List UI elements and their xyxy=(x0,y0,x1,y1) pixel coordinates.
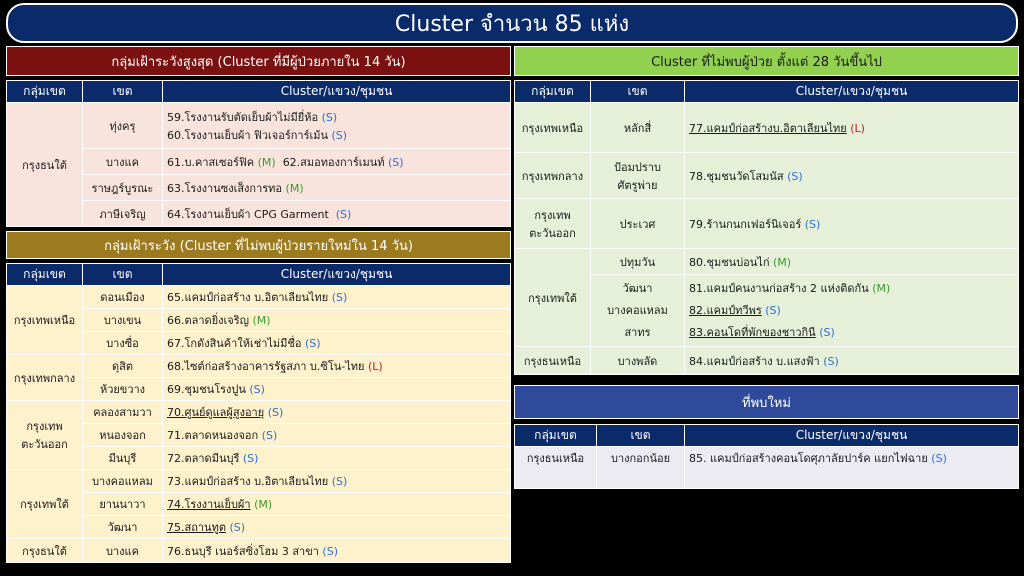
district-cell: หลักสี่ xyxy=(591,103,685,153)
cluster-cell: 65.แคมป์ก่อสร้าง บ.อิตาเลียนไทย (S) xyxy=(163,286,511,309)
district-cell: ป้อมปราบ ศัตรูพ่าย xyxy=(591,153,685,199)
district-cell: หนองจอก xyxy=(83,424,163,447)
cluster-cell: 74.โรงงานเย็บผ้า (M) xyxy=(163,493,511,516)
col-district-header: เขต xyxy=(83,81,163,103)
district-cell: ห้วยขวาง xyxy=(83,378,163,401)
zone-cell: กรุงธนใต้ xyxy=(7,539,83,563)
zone-cell: กรุงธนใต้ xyxy=(7,103,83,227)
district-cell: ดอนเมือง xyxy=(83,286,163,309)
col-district-header: เขต xyxy=(591,81,685,103)
district-cell: บางแค xyxy=(83,149,163,175)
cluster-cell: 61.บ.คาสเซอร์ฟิค (M) 62.สมอทองการ์เมนท์ (S) xyxy=(163,149,511,175)
section-highest-header: กลุ่มเฝ้าระวังสูงสุด (Cluster ที่มีผู้ป่วยภายใน 14 วัน) xyxy=(6,46,511,76)
district-cell: คลองสามวา xyxy=(83,401,163,424)
zone-cell: กรุงเทพใต้ xyxy=(515,249,591,347)
cluster-cell: 84.แคมป์ก่อสร้าง บ.แสงฟ้า (S) xyxy=(685,347,1019,375)
col-cluster-header: Cluster/แขวง/ชุมชน xyxy=(685,425,1019,447)
cluster-cell: 66.ตลาดยิ่งเจริญ (M) xyxy=(163,309,511,332)
district-cell: บางแค xyxy=(83,539,163,563)
district-cell: ราษฎร์บูรณะ xyxy=(83,175,163,201)
district-cell: บางกอกน้อย xyxy=(597,447,685,489)
zone-cell: กรุงเทพใต้ xyxy=(7,470,83,539)
district-cell: บางพลัด xyxy=(591,347,685,375)
zone-cell: กรุงเทพเหนือ xyxy=(515,103,591,153)
cluster-cell: 73.แคมป์ก่อสร้าง บ.อิตาเลียนไทย (S) xyxy=(163,470,511,493)
cluster-cell: 69.ชุมชนโรงปูน (S) xyxy=(163,378,511,401)
cluster-cell: 81.แคมป์คนงานก่อสร้าง 2 แห่งติดกัน (M) 82.แคมป์ทวีพร (S) 83.คอนโดที่พักของชาวกินี (S) xyxy=(685,275,1019,347)
district-cell: ปทุมวัน xyxy=(591,249,685,275)
district-cell: วัฒนา xyxy=(83,516,163,539)
cluster-cell: 80.ชุมชนบ่อนไก่ (M) xyxy=(685,249,1019,275)
district-cell: มีนบุรี xyxy=(83,447,163,470)
col-district-header: เขต xyxy=(83,264,163,286)
cluster-cell: 59.โรงงานรับตัดเย็บผ้าไม่มียี่ห้อ (S) 60.โรงงานเย็บผ้า ฟิวเจอร์การ์เม้น (S) xyxy=(163,103,511,149)
cluster-cell: 71.ตลาดหนองจอก (S) xyxy=(163,424,511,447)
cluster-cell: 64.โรงงานเย็บผ้า CPG Garment (S) xyxy=(163,201,511,227)
col-cluster-header: Cluster/แขวง/ชุมชน xyxy=(163,81,511,103)
zone-cell: กรุงเทพ ตะวันออก xyxy=(7,401,83,470)
district-cell: ทุ่งครุ xyxy=(83,103,163,149)
zone-cell: กรุงธนเหนือ xyxy=(515,347,591,375)
district-cell: ประเวศ xyxy=(591,199,685,249)
table-highest xyxy=(6,80,511,230)
col-cluster-header: Cluster/แขวง/ชุมชน xyxy=(685,81,1019,103)
table-none28 xyxy=(514,80,1019,385)
cluster-cell: 63.โรงงานซงเส็งการทอ (M) xyxy=(163,175,511,201)
cluster-cell: 76.ธนบุรี เนอร์สซิ่งโฮม 3 สาขา (S) xyxy=(163,539,511,563)
district-cell: ภาษีเจริญ xyxy=(83,201,163,227)
page-title: Cluster จำนวน 85 แห่ง xyxy=(6,3,1018,43)
table-new xyxy=(514,424,1019,494)
district-cell: บางซื่อ xyxy=(83,332,163,355)
district-cell: ยานนาวา xyxy=(83,493,163,516)
cluster-cell: 72.ตลาดมีนบุรี (S) xyxy=(163,447,511,470)
cluster-cell: 77.แคมป์ก่อสร้างบ.อิตาเลียนไทย (L) xyxy=(685,103,1019,153)
cluster-cell: 70.ศูนย์ดูแลผู้สูงอายุ (S) xyxy=(163,401,511,424)
cluster-cell: 75.สถานทูต (S) xyxy=(163,516,511,539)
district-cell: วัฒนา บางคอแหลม สาทร xyxy=(591,275,685,347)
col-district-header: เขต xyxy=(597,425,685,447)
cluster-cell: 79.ร้านกนกเฟอร์นิเจอร์ (S) xyxy=(685,199,1019,249)
district-cell: บางเขน xyxy=(83,309,163,332)
cluster-cell: 78.ชุมชนวัดโสมนัส (S) xyxy=(685,153,1019,199)
section-none28-header: Cluster ที่ไม่พบผู้ป่วย ตั้งแต่ 28 วันขึ้นไป xyxy=(514,46,1019,76)
zone-cell: กรุงเทพกลาง xyxy=(7,355,83,401)
section-new-header: ที่พบใหม่ xyxy=(514,385,1019,419)
cluster-cell: 85. แคมป์ก่อสร้างคอนโดศุภาลัยปาร์ค แยกไฟฉาย (S) xyxy=(685,447,1019,489)
zone-cell: กรุงเทพกลาง xyxy=(515,153,591,199)
col-cluster-header: Cluster/แขวง/ชุมชน xyxy=(163,264,511,286)
table-watch xyxy=(6,263,511,568)
district-cell: ดุสิต xyxy=(83,355,163,378)
col-zone-header: กลุ่มเขต xyxy=(515,425,597,447)
cluster-cell: 67.โกดังสินค้าให้เช่าไม่มีชื่อ (S) xyxy=(163,332,511,355)
col-zone-header: กลุ่มเขต xyxy=(7,264,83,286)
district-cell: บางคอแหลม xyxy=(83,470,163,493)
zone-cell: กรุงธนเหนือ xyxy=(515,447,597,489)
zone-cell: กรุงเทพ ตะวันออก xyxy=(515,199,591,249)
col-zone-header: กลุ่มเขต xyxy=(7,81,83,103)
zone-cell: กรุงเทพเหนือ xyxy=(7,286,83,355)
section-watch-header: กลุ่มเฝ้าระวัง (Cluster ที่ไม่พบผู้ป่วยรายใหม่ใน 14 วัน) xyxy=(6,231,511,259)
cluster-cell: 68.ไซต์ก่อสร้างอาคารรัฐสภา บ.ซิโน-ไทย (L) xyxy=(163,355,511,378)
col-zone-header: กลุ่มเขต xyxy=(515,81,591,103)
